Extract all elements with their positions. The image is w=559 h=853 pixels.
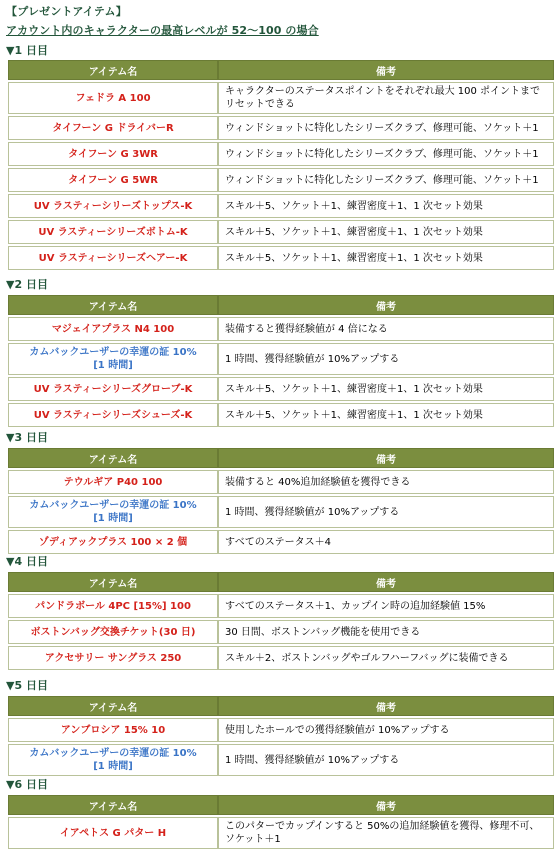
table-row [8, 496, 554, 528]
item-name: タイフーン G ドライバーR [8, 116, 218, 140]
table-row [8, 82, 554, 114]
item-note: すべてのステータス＋1、カップイン時の追加経験値 15% [218, 594, 554, 618]
item-note: 使用したホールでの獲得経験値が 10%アップする [218, 718, 554, 742]
item-table [8, 570, 554, 672]
column-header-item: アイテム名 [8, 795, 218, 815]
item-table [8, 293, 554, 429]
item-table [8, 694, 554, 778]
item-note: 1 時間、獲得経験値が 10%アップする [218, 496, 554, 528]
item-table [8, 446, 554, 556]
item-note: キャラクターのステータスポイントをそれぞれ最大 100 ポイントまでリセットできる [218, 82, 554, 114]
table-row [8, 194, 554, 218]
table-row [8, 470, 554, 494]
table-row [8, 403, 554, 427]
table-header-row [8, 448, 554, 468]
day-label: ▼3 日目 [6, 431, 48, 444]
item-name: テウルギア P40 100 [8, 470, 218, 494]
item-name: アンブロシア 15% 10 [8, 718, 218, 742]
section-title: 【プレゼントアイテム】 [6, 5, 127, 18]
item-note: 1 時間、獲得経験値が 10%アップする [218, 343, 554, 375]
table-row [8, 377, 554, 401]
item-name: UV ラスティーシリーズトップス-K [8, 194, 218, 218]
item-note: スキル＋5、ソケット＋1、練習密度＋1、1 次セット効果 [218, 246, 554, 270]
table-row [8, 168, 554, 192]
table-header-row [8, 696, 554, 716]
item-note: スキル＋2、ボストンバッグやゴルフハーフバッグに装備できる [218, 646, 554, 670]
table-row [8, 646, 554, 670]
item-name: ゾディアックプラス 100 × 2 個 [8, 530, 218, 554]
column-header-note: 備考 [218, 448, 554, 468]
table-row [8, 530, 554, 554]
day-label: ▼6 日目 [6, 778, 48, 791]
item-name: UV ラスティーシリーズヘアー-K [8, 246, 218, 270]
item-note: ウィンドショットに特化したシリーズクラブ、修理可能、ソケット＋1 [218, 168, 554, 192]
table-row [8, 246, 554, 270]
item-name: カムバックユーザーの幸運の証 10% [1 時間] [8, 343, 218, 375]
column-header-note: 備考 [218, 572, 554, 592]
item-name: UV ラスティーシリーズボトム-K [8, 220, 218, 244]
table-row [8, 718, 554, 742]
table-row [8, 744, 554, 776]
item-note: このパターでカップインすると 50%の追加経験値を獲得、修理不可、ソケット＋1 [218, 817, 554, 849]
day-label: ▼2 日目 [6, 278, 48, 291]
table-header-row [8, 572, 554, 592]
table-row [8, 620, 554, 644]
table-row [8, 817, 554, 849]
column-header-note: 備考 [218, 696, 554, 716]
table-row [8, 317, 554, 341]
item-note: 装備すると 40%追加経験値を獲得できる [218, 470, 554, 494]
column-header-note: 備考 [218, 295, 554, 315]
column-header-item: アイテム名 [8, 448, 218, 468]
item-name: UV ラスティーシリーズシューズ-K [8, 403, 218, 427]
table-header-row [8, 60, 554, 80]
item-note: スキル＋5、ソケット＋1、練習密度＋1、1 次セット効果 [218, 220, 554, 244]
table-row [8, 220, 554, 244]
item-name: イアペトス G パター H [8, 817, 218, 849]
condition-subtitle: アカウント内のキャラクターの最高レベルが 52〜100 の場合 [6, 24, 319, 37]
column-header-item: アイテム名 [8, 295, 218, 315]
table-row [8, 116, 554, 140]
item-table [8, 793, 554, 851]
item-name: マジェイアプラス N4 100 [8, 317, 218, 341]
table-row [8, 594, 554, 618]
item-note: 装備すると獲得経験値が 4 倍になる [218, 317, 554, 341]
item-note: スキル＋5、ソケット＋1、練習密度＋1、1 次セット効果 [218, 377, 554, 401]
item-name: アクセサリー サングラス 250 [8, 646, 218, 670]
item-note: すべてのステータス＋4 [218, 530, 554, 554]
item-note: 30 日間、ボストンバッグ機能を使用できる [218, 620, 554, 644]
item-name: カムバックユーザーの幸運の証 10% [1 時間] [8, 496, 218, 528]
item-name: ボストンバッグ交換チケット(30 日) [8, 620, 218, 644]
item-name: UV ラスティーシリーズグローブ-K [8, 377, 218, 401]
item-note: 1 時間、獲得経験値が 10%アップする [218, 744, 554, 776]
day-label: ▼1 日目 [6, 44, 48, 57]
item-name: フェドラ A 100 [8, 82, 218, 114]
column-header-item: アイテム名 [8, 572, 218, 592]
column-header-note: 備考 [218, 60, 554, 80]
item-note: ウィンドショットに特化したシリーズクラブ、修理可能、ソケット＋1 [218, 142, 554, 166]
column-header-note: 備考 [218, 795, 554, 815]
column-header-item: アイテム名 [8, 60, 218, 80]
table-header-row [8, 295, 554, 315]
item-name: タイフーン G 3WR [8, 142, 218, 166]
table-header-row [8, 795, 554, 815]
item-note: スキル＋5、ソケット＋1、練習密度＋1、1 次セット効果 [218, 403, 554, 427]
day-label: ▼5 日目 [6, 679, 48, 692]
item-table [8, 58, 554, 272]
table-row [8, 343, 554, 375]
column-header-item: アイテム名 [8, 696, 218, 716]
day-label: ▼4 日目 [6, 555, 48, 568]
item-name: パンドラボール 4PC [15%] 100 [8, 594, 218, 618]
item-note: ウィンドショットに特化したシリーズクラブ、修理可能、ソケット＋1 [218, 116, 554, 140]
item-name: カムバックユーザーの幸運の証 10% [1 時間] [8, 744, 218, 776]
item-name: タイフーン G 5WR [8, 168, 218, 192]
table-row [8, 142, 554, 166]
item-note: スキル＋5、ソケット＋1、練習密度＋1、1 次セット効果 [218, 194, 554, 218]
